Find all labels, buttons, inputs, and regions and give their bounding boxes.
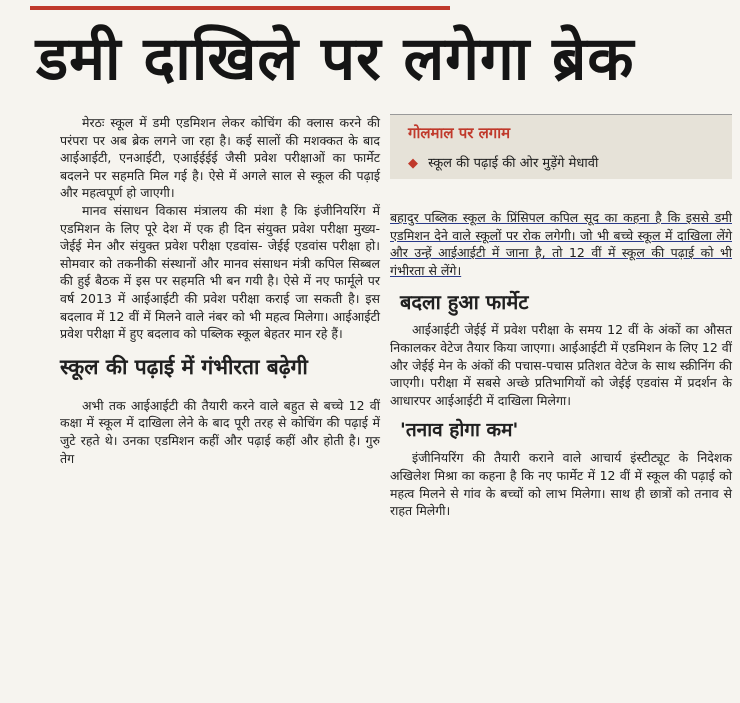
- paragraph-intro: मेरठः स्कूल में डमी एडमिशन लेकर कोचिंग की क्लास करने की परंपरा पर अब ब्रेक लगने जा रहा है। कई सालों की मशक्कत के बाद आईआईटी, एनआईटी, एआईईईई जैसी प्रवेश परीक्षाओं का फार्मेट बदलने पर सहमति मिल गई है। ऐसे में अगले साल से स्कूल की पढ़ाई और महत्वपूर्ण हो जाएगी।: [60, 115, 380, 201]
- paragraph-coaching: अभी तक आईआईटी की तैयारी करने वाले बहुत से बच्चे 12 वीं कक्षा में स्कूल में दाखिला लेने के बाद पूरी तरह से कोचिंग की पढ़ाई में जुटे रहते थे। उनका एडमिशन कहीं और पढ़ाई कहीं और होती है। गुरु तेग: [60, 397, 380, 466]
- top-rule: [30, 6, 450, 10]
- right-column: [390, 114, 732, 520]
- paragraph-ministry: मानव संसाधन विकास मंत्रालय की मंशा है कि इंजीनियरिंग में एडमिशन के लिए पूरे देश में एक ही दिन संयुक्त प्रवेश परीक्षा मुख्य- जेईई मेन और संयुक्त प्रवेश परीक्षा एडवांस- जेईई एडवांस परीक्षा हो। सोमवार को तकनीकी संस्थानों और मानव संसाधन मंत्री कपिल सिब्बल की हुई बैठक में इस पर सहमति भी बन गयी है। ऐसे में नए फार्मूले पर वर्ष 2013 में आईआईटी की प्रवेश परीक्षा कराई जा सकती है। इस बदलाव में 12 वीं में मिलने वाले नंबर को भी महत्व मिलेगा। आईआईटी प्रवेश परीक्षा में हुए बदलाव को पब्लिक स्कूल बेहतर मान रहे हैं।: [60, 202, 380, 342]
- box-bullet-text: स्कूल की पढ़ाई की ओर मुड़ेंगे मेधावी: [428, 156, 599, 171]
- paragraph-institute: इंजीनियरिंग की तैयारी कराने वाले आचार्य इंस्टीट्यूट के निदेशक अखिलेश मिश्रा का कहना है कि नए फार्मेट में 12 वीं में स्कूल की पढ़ाई को महत्व मिलने से गांव के बच्चों को लाभ मिलेगा। साथ ही छात्रों को तनाव से राहत मिलेगी।: [390, 450, 732, 519]
- paragraph-principal: बहादुर पब्लिक स्कूल के प्रिंसिपल कपिल सूद का कहना है कि इससे डमी एडमिशन देने वाले स्कूलों पर रोक लगेगी। जो भी बच्चे स्कूल में दाखिला लेंगे और उन्हें आईआईटी में जाना है, तो 12 वीं में स्कूल की पढ़ाई को भी गंभीरता से लेंगे।: [390, 210, 732, 278]
- box-title: गोलमाल पर लगाम: [408, 124, 511, 142]
- subheading-less-stress: 'तनाव होगा कम': [400, 419, 519, 442]
- box-bullet: [408, 153, 732, 171]
- bullet-icon: ◆: [408, 156, 418, 171]
- subheading-changed-format: बदला हुआ फार्मेट: [400, 290, 529, 315]
- sidebar-box: [390, 114, 732, 179]
- left-column: [60, 114, 380, 467]
- headline: डमी दाखिले पर लगेगा ब्रेक: [36, 24, 635, 94]
- subheading-school-seriousness: स्कूल की पढ़ाई में गंभीरता बढ़ेगी: [60, 354, 308, 379]
- paragraph-weightage: आईआईटी जेईई में प्रवेश परीक्षा के समय 12 वीं के अंकों का औसत निकालकर वेटेज तैयार किया जाएगा। आईआईटी में एडमिशन के लिए 12 वीं और जेईई मेन के अंकों की पचास-पचास प्रतिशत वेटेज के साथ स्क्रीनिंग की जाएगी। परीक्षा में सबसे अच्छे प्रतिभागियों को जेईई एडवांस में प्रदर्शन के आधारपर आईआईटी में दाखिला मिलेगा।: [390, 322, 732, 408]
